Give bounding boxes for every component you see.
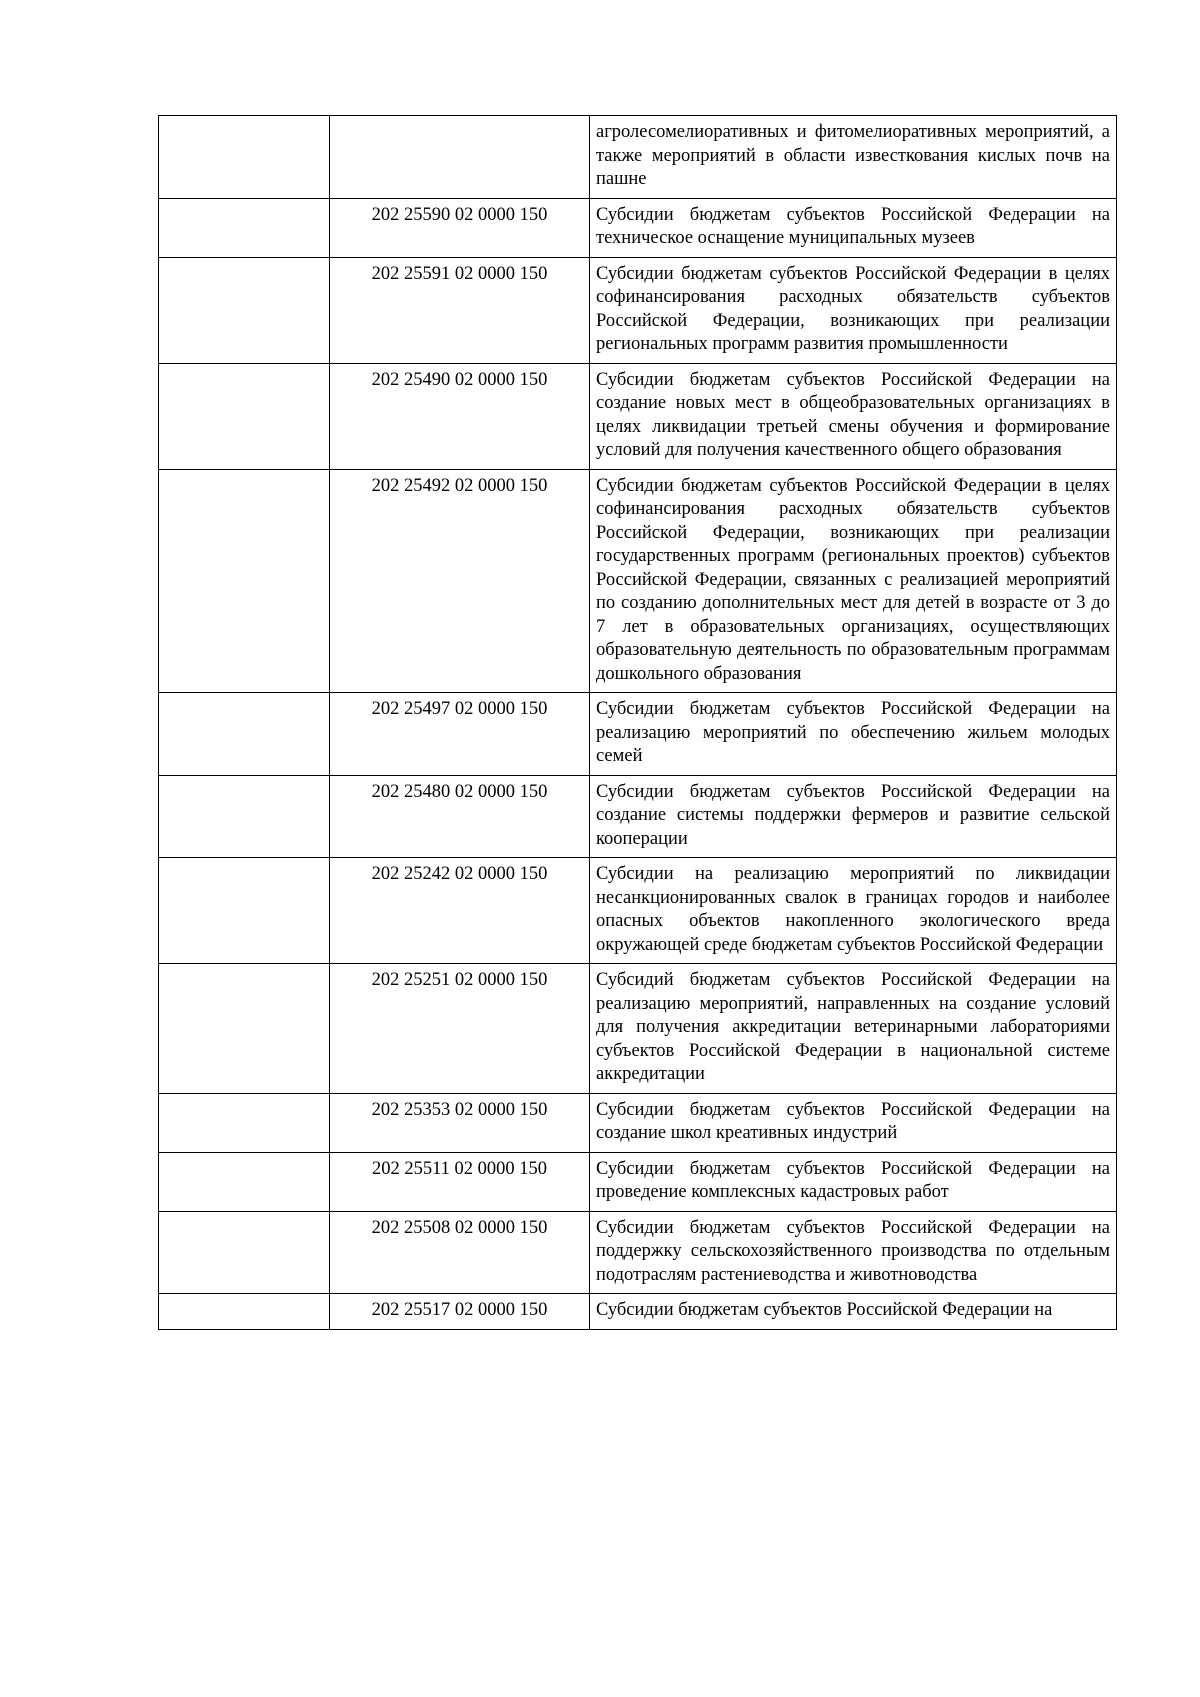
- description-cell: Субсидии бюджетам субъектов Российской Федерации на техническое оснащение муниципальных музеев: [590, 198, 1117, 257]
- admin-cell: [159, 1294, 330, 1330]
- admin-cell: [159, 469, 330, 693]
- table-row: [159, 1093, 1117, 1152]
- admin-cell: [159, 1152, 330, 1211]
- admin-cell: [159, 198, 330, 257]
- table-row: [159, 469, 1117, 693]
- code-cell: 202 25251 02 0000 150: [330, 964, 590, 1094]
- admin-cell: [159, 693, 330, 776]
- code-cell: 202 25492 02 0000 150: [330, 469, 590, 693]
- code-cell: 202 25480 02 0000 150: [330, 775, 590, 858]
- table-row: [159, 116, 1117, 199]
- code-cell: 202 25497 02 0000 150: [330, 693, 590, 776]
- table-row: [159, 257, 1117, 363]
- admin-cell: [159, 858, 330, 964]
- admin-cell: [159, 116, 330, 199]
- description-cell: Субсидии бюджетам субъектов Российской Федерации на реализацию мероприятий по обеспечению жильем молодых семей: [590, 693, 1117, 776]
- admin-cell: [159, 964, 330, 1094]
- table-row: [159, 1294, 1117, 1330]
- admin-cell: [159, 1093, 330, 1152]
- table-row: [159, 858, 1117, 964]
- admin-cell: [159, 775, 330, 858]
- admin-cell: [159, 363, 330, 469]
- table-row: [159, 1211, 1117, 1294]
- table-row: [159, 693, 1117, 776]
- code-cell: 202 25517 02 0000 150: [330, 1294, 590, 1330]
- description-cell: агролесомелиоративных и фитомелиоративных мероприятий, а также мероприятий в области известкования кислых почв на пашне: [590, 116, 1117, 199]
- table-row: [159, 964, 1117, 1094]
- code-cell: [330, 116, 590, 199]
- code-cell: 202 25353 02 0000 150: [330, 1093, 590, 1152]
- code-cell: 202 25511 02 0000 150: [330, 1152, 590, 1211]
- table-body: [159, 116, 1117, 1330]
- code-cell: 202 25490 02 0000 150: [330, 363, 590, 469]
- description-cell: Субсидии бюджетам субъектов Российской Федерации на: [590, 1294, 1117, 1330]
- table-row: [159, 363, 1117, 469]
- description-cell: Субсидии бюджетам субъектов Российской Федерации на создание новых мест в общеобразовательных организациях в целях ликвидации третьей смены обучения и формирование условий для получения качественного общего образования: [590, 363, 1117, 469]
- description-cell: Субсидии бюджетам субъектов Российской Федерации на проведение комплексных кадастровых работ: [590, 1152, 1117, 1211]
- code-cell: 202 25591 02 0000 150: [330, 257, 590, 363]
- code-cell: 202 25508 02 0000 150: [330, 1211, 590, 1294]
- description-cell: Субсидии бюджетам субъектов Российской Федерации на создание системы поддержки фермеров и развитие сельской кооперации: [590, 775, 1117, 858]
- admin-cell: [159, 1211, 330, 1294]
- description-cell: Субсидии бюджетам субъектов Российской Федерации на поддержку сельскохозяйственного производства по отдельным подотраслям растениеводства и животноводства: [590, 1211, 1117, 1294]
- code-cell: 202 25590 02 0000 150: [330, 198, 590, 257]
- table-row: [159, 775, 1117, 858]
- table-row: [159, 198, 1117, 257]
- budget-classification-table: [158, 115, 1117, 1330]
- admin-cell: [159, 257, 330, 363]
- description-cell: Субсидии бюджетам субъектов Российской Федерации на создание школ креативных индустрий: [590, 1093, 1117, 1152]
- code-cell: 202 25242 02 0000 150: [330, 858, 590, 964]
- description-cell: Субсидии бюджетам субъектов Российской Федерации в целях софинансирования расходных обязательств субъектов Российской Федерации, возникающих при реализации региональных программ развития промышленности: [590, 257, 1117, 363]
- description-cell: Субсидии на реализацию мероприятий по ликвидации несанкционированных свалок в границах городов и наиболее опасных объектов накопленного экологического вреда окружающей среде бюджетам субъектов Российской Федерации: [590, 858, 1117, 964]
- description-cell: Субсидий бюджетам субъектов Российской Федерации на реализацию мероприятий, направленных на создание условий для получения аккредитации ветеринарными лабораториями субъектов Российской Федерации в национальной системе аккредитации: [590, 964, 1117, 1094]
- table-row: [159, 1152, 1117, 1211]
- description-cell: Субсидии бюджетам субъектов Российской Федерации в целях софинансирования расходных обязательств субъектов Российской Федерации, возникающих при реализации государственных программ (региональных проектов) субъектов Российской Федерации, связанных с реализацией мероприятий по созданию дополнительных мест для детей в возрасте от 3 до 7 лет в образовательных организациях, осуществляющих образовательную деятельность по образовательным программам дошкольного образования: [590, 469, 1117, 693]
